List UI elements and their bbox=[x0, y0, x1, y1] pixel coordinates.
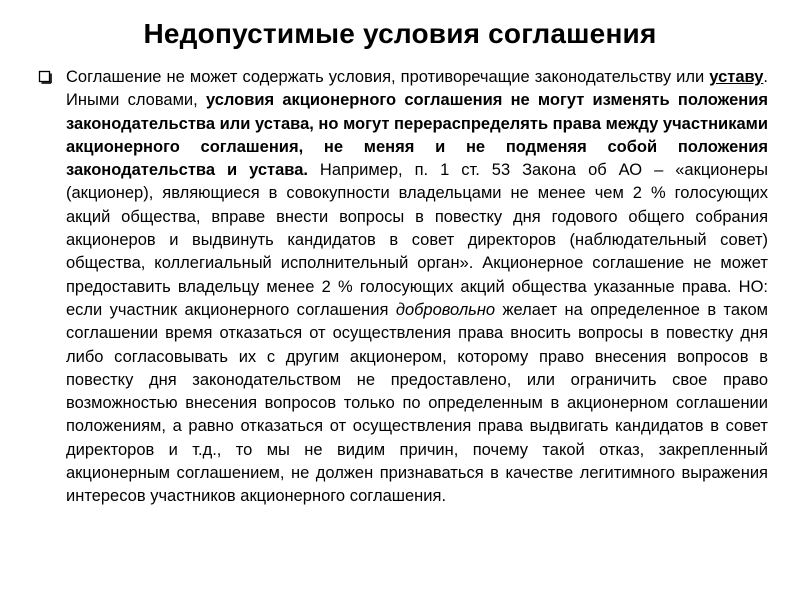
bullet-item bbox=[38, 66, 768, 509]
charter-link[interactable]: уставу bbox=[709, 68, 764, 86]
bullet-paragraph bbox=[66, 66, 768, 509]
paragraph-text: желает на определенное в таком соглашении время отказаться от осуществления права вносить вопросы в повестку дня либо согласовывать их с другим акционером, которому право внесения вопросов в повестку дня законодательством не предоставлено, или ограничить свое право возможностью внесения вопросов только по определенным в акционерном соглашении положениям, а равно отказаться от осуществления права выдвигать кандидатов в совет директоров и т.д., то мы не видим причин, почему такой отказ, закрепленный акционерным соглашением, не должен признаваться в качестве легитимного выражения интересов участников акционерного соглашения. bbox=[66, 300, 769, 506]
paragraph-text: Соглашение не может содержать условия, противоречащие законодательству или bbox=[66, 68, 710, 86]
paragraph-italic-text: добровольно bbox=[395, 300, 496, 319]
hollow-square-bullet-icon bbox=[38, 70, 52, 84]
paragraph-text: Например, п. 1 ст. 53 Закона об АО – «акционеры (акционер), являющиеся в совокупности владельцами не менее чем 2 % голосующих акций общества, вправе внести вопросы в повестку дня годового общего собрания акционеров и выдвинуть кандидатов в совет директоров (наблюдательный совет) общества, коллегиальный исполнительный орган». Акционерное соглашение не может предоставить владельцу менее 2 % голосующих акций общества указанные права. НО: если участник акционерного соглашения bbox=[66, 161, 768, 319]
paragraph-text: . Иными словами, bbox=[66, 68, 768, 110]
paragraph-bold-text: условия акционерного соглашения не могут изменять положения законодательства или устава, но могут перераспределять права между участниками акционерного соглашения, не меняя и не подменяя собой положения законодательства и устава. bbox=[66, 91, 769, 180]
slide-title: Недопустимые условия соглашения bbox=[143, 18, 657, 49]
